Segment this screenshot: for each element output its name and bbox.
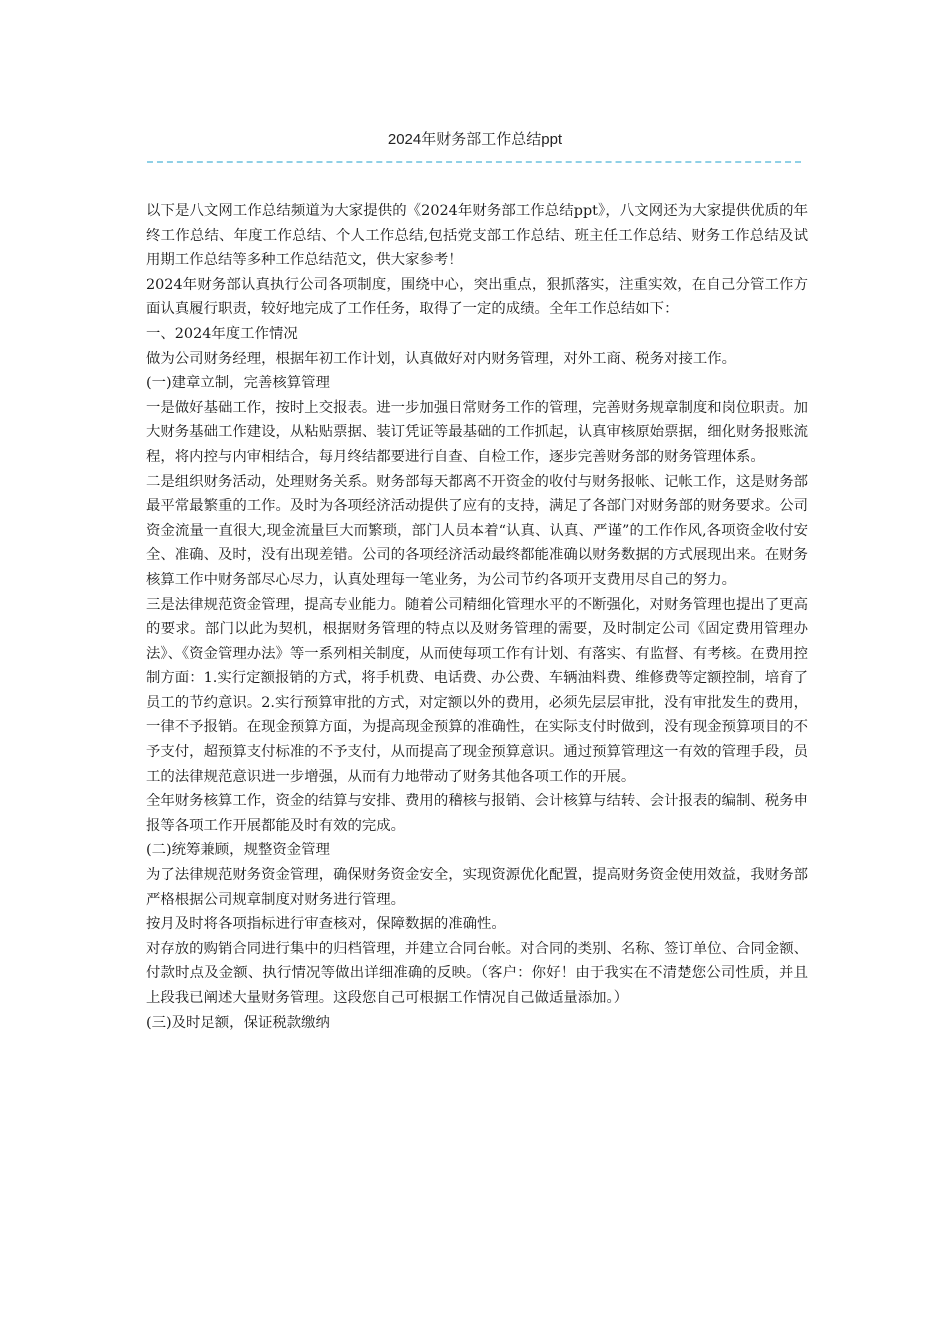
paragraph: 二是组织财务活动，处理财务关系。财务部每天都离不开资金的收付与财务报帐、记帐工作，这是财务部最平常最繁重的工作。及时为各项经济活动提供了应有的支持，满足了各部门对财务部的财务要求。公司资金流量一直很大,现金流量巨大而繁琐，部门人员本着“认真、认真、严谨”的工作作风,各项资金收付安全、准确、及时，没有出现差错。公司的各项经济活动最终都能准确以财务数据的方式展现出来。在财务核算工作中财务部尽心尽力，认真处理每一笔业务，为公司节约各项开支费用尽自己的努力。 — [146, 473, 808, 588]
paragraph: 做为公司财务经理，根据年初工作计划，认真做好对内财务管理，对外工商、税务对接工作。 — [146, 350, 737, 367]
paragraph: 三是法律规范资金管理，提高专业能力。随着公司精细化管理水平的不断强化，对财务管理也提出了更高的要求。部门以此为契机，根据财务管理的特点以及财务管理的需要，及时制定公司《固定费用管理办法》、《资金管理办法》等一系列相关制度，从而使每项工作有计划、有落实、有监督、有考核。在费用控制方面：1.实行定额报销的方式，将手机费、电话费、办公费、车辆油料费、维修费等定额控制，培育了员工的节约意识。2.实行预算审批的方式，对定额以外的费用，必须先层层审批，没有审批发生的费用，一律不予报销。在现金预算方面，为提高现金预算的准确性，在实际支付时做到，没有现金预算项目的不予支付，超预算支付标准的不予支付，从而提高了现金预算意识。通过预算管理这一有效的管理手段，员工的法律规范意识进一步增强，从而有力地带动了财务其他各项工作的开展。 — [146, 596, 808, 785]
paragraph: 对存放的购销合同进行集中的归档管理，并建立合同台帐。对合同的类别、名称、签订单位、合同金额、付款时点及金额、执行情况等做出详细准确的反映。（客户：你好！由于我实在不清楚您公司性质，并且上段我已阐述大量财务管理。这段您自己可根据工作情况自己做适量添加。） — [146, 940, 808, 1006]
paragraph: 为了法律规范财务资金管理，确保财务资金安全，实现资源优化配置，提高财务资金使用效益，我财务部严格根据公司规章制度对财务进行管理。 — [146, 867, 808, 908]
paragraph: 一是做好基础工作，按时上交报表。进一步加强日常财务工作的管理，完善财务规章制度和岗位职责。加大财务基础工作建设，从粘贴票据、装订凭证等最基础的工作抓起，认真审核原始票据，细化财务报账流程，将内控与内审相结合，每月终结都要进行自查、自检工作，逐步完善财务部的财务管理体系。 — [146, 399, 808, 465]
paragraph: 全年财务核算工作，资金的结算与安排、费用的稽核与报销、会计核算与结转、会计报表的编制、税务申报等各项工作开展都能及时有效的完成。 — [146, 793, 808, 834]
paragraph-intro: 以下是八文网工作总结频道为大家提供的《2024年财务部工作总结ppt》，八文网还为大家提供优质的年终工作总结、年度工作总结、个人工作总结,包括党支部工作总结、班主任工作总结、财务工作总结及试用期工作总结等多种工作总结范文，供大家参考！ — [146, 203, 808, 269]
title-divider — [147, 161, 801, 163]
paragraph: 按月及时将各项指标进行审查核对，保障数据的准确性。 — [146, 916, 506, 933]
document-title: 2024年财务部工作总结ppt — [387, 131, 563, 148]
document-body — [146, 199, 808, 1035]
section-heading-1: 一、2024年度工作情况 — [146, 325, 298, 342]
subsection-heading-1: (一)建章立制，完善核算管理 — [146, 375, 330, 392]
subsection-heading-2: (二)统筹兼顾，规整资金管理 — [146, 842, 330, 859]
paragraph-summary: 2024年财务部认真执行公司各项制度，围绕中心，突出重点，狠抓落实，注重实效，在自己分管工作方面认真履行职责，较好地完成了工作任务，取得了一定的成绩。全年工作总结如下： — [146, 276, 808, 318]
subsection-heading-3: (三)及时足额，保证税款缴纳 — [146, 1014, 330, 1031]
